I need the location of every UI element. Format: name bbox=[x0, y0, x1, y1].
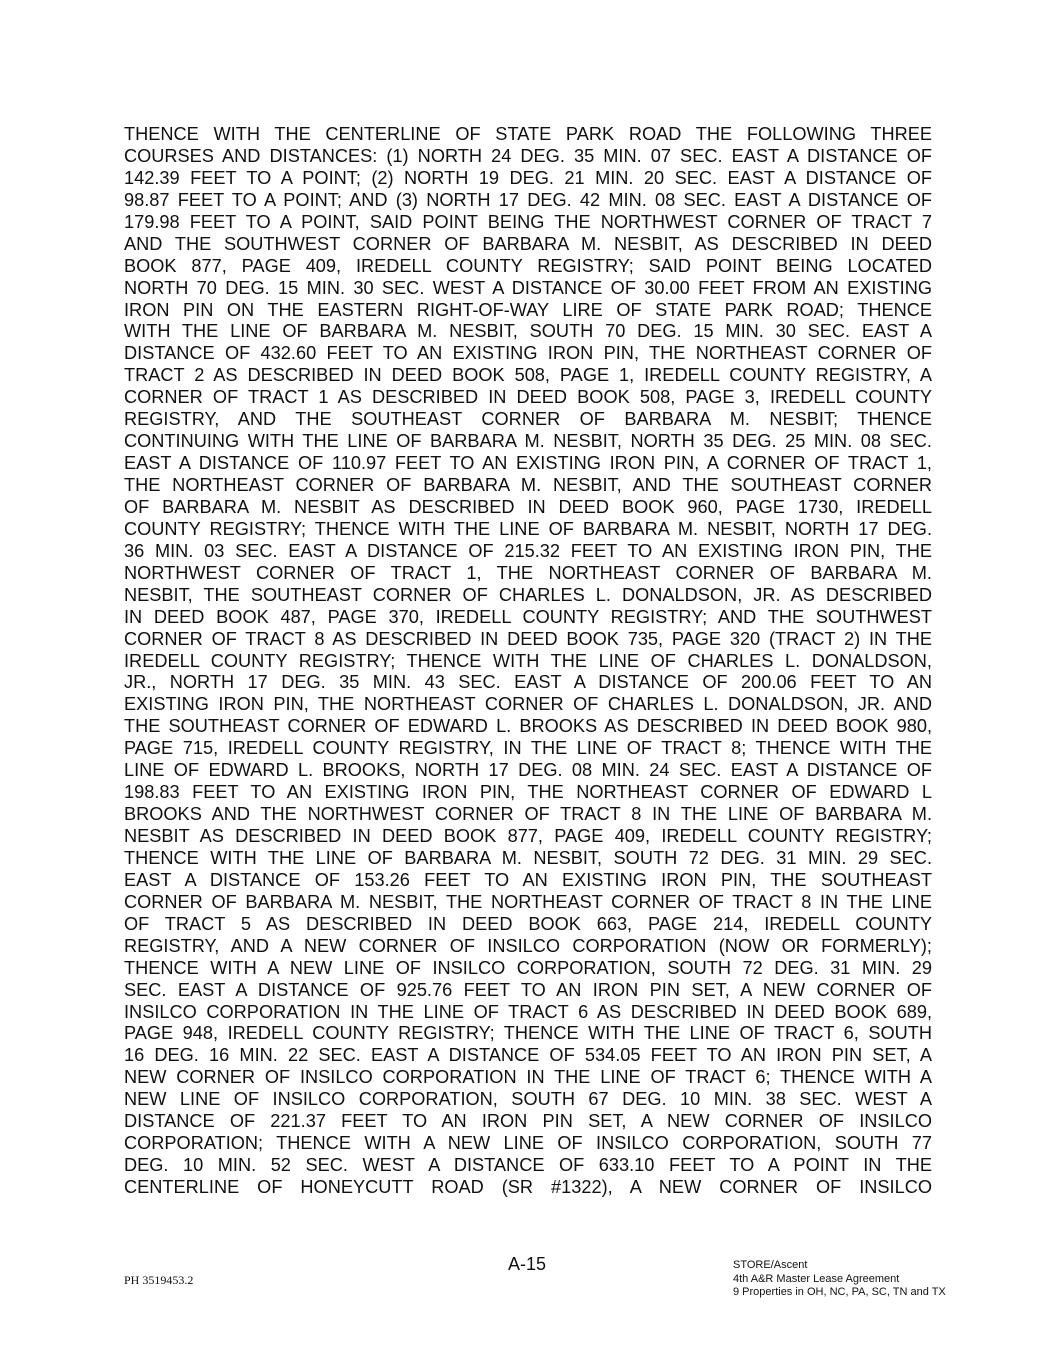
footer-line: 9 Properties in OH, NC, PA, SC, TN and TX bbox=[733, 1286, 946, 1298]
text-line: CONTINUING WITH THE LINE OF BARBARA M. NESBIT, NORTH 35 DEG. 25 MIN. 08 SEC. bbox=[124, 431, 932, 452]
legal-description-text bbox=[124, 124, 932, 1199]
text-line: EXISTING IRON PIN, THE NORTHEAST CORNER OF CHARLES L. DONALDSON, JR. AND bbox=[124, 694, 932, 715]
document-id: PH 3519453.2 bbox=[124, 1273, 194, 1287]
text-line: NESBIT, THE SOUTHEAST CORNER OF CHARLES L. DONALDSON, JR. AS DESCRIBED bbox=[124, 584, 932, 605]
text-line: INSILCO CORPORATION IN THE LINE OF TRACT 6 AS DESCRIBED IN DEED BOOK 689, bbox=[124, 1001, 932, 1022]
text-line: REGISTRY, AND THE SOUTHEAST CORNER OF BARBARA M. NESBIT; THENCE bbox=[124, 409, 932, 430]
text-line: 142.39 FEET TO A POINT; (2) NORTH 19 DEG. 21 MIN. 20 SEC. EAST A DISTANCE OF bbox=[124, 167, 932, 188]
text-line: IN DEED BOOK 487, PAGE 370, IREDELL COUNTY REGISTRY; AND THE SOUTHWEST bbox=[124, 606, 932, 627]
text-line: THENCE WITH A NEW LINE OF INSILCO CORPORATION, SOUTH 72 DEG. 31 MIN. 29 bbox=[124, 957, 932, 978]
text-line: JR., NORTH 17 DEG. 35 MIN. 43 SEC. EAST A DISTANCE OF 200.06 FEET TO AN bbox=[124, 672, 932, 693]
footer-line: STORE/Ascent bbox=[733, 1259, 808, 1271]
text-line: DISTANCE OF 221.37 FEET TO AN IRON PIN SET, A NEW CORNER OF INSILCO bbox=[124, 1111, 932, 1132]
text-line: EAST A DISTANCE OF 153.26 FEET TO AN EXISTING IRON PIN, THE SOUTHEAST bbox=[124, 869, 932, 890]
text-line: THENCE WITH THE LINE OF BARBARA M. NESBIT, SOUTH 72 DEG. 31 MIN. 29 SEC. bbox=[124, 847, 932, 868]
text-line: CORPORATION; THENCE WITH A NEW LINE OF INSILCO CORPORATION, SOUTH 77 bbox=[124, 1133, 932, 1154]
text-line: BROOKS AND THE NORTHWEST CORNER OF TRACT 8 IN THE LINE OF BARBARA M. bbox=[124, 804, 932, 825]
text-line: 16 DEG. 16 MIN. 22 SEC. EAST A DISTANCE OF 534.05 FEET TO AN IRON PIN SET, A bbox=[124, 1045, 932, 1066]
text-line: PAGE 948, IREDELL COUNTY REGISTRY; THENCE WITH THE LINE OF TRACT 6, SOUTH bbox=[124, 1023, 932, 1044]
text-line: NORTHWEST CORNER OF TRACT 1, THE NORTHEAST CORNER OF BARBARA M. bbox=[124, 562, 932, 583]
text-line: CORNER OF TRACT 8 AS DESCRIBED IN DEED BOOK 735, PAGE 320 (TRACT 2) IN THE bbox=[124, 628, 932, 649]
text-line: CENTERLINE OF HONEYCUTT ROAD (SR #1322), A NEW CORNER OF INSILCO bbox=[124, 1177, 932, 1197]
text-line: SEC. EAST A DISTANCE OF 925.76 FEET TO AN IRON PIN SET, A NEW CORNER OF bbox=[124, 979, 932, 1000]
text-line: NEW CORNER OF INSILCO CORPORATION IN THE LINE OF TRACT 6; THENCE WITH A bbox=[124, 1067, 932, 1088]
text-line: CORNER OF TRACT 1 AS DESCRIBED IN DEED BOOK 508, PAGE 3, IREDELL COUNTY bbox=[124, 387, 932, 408]
text-line: NORTH 70 DEG. 15 MIN. 30 SEC. WEST A DISTANCE OF 30.00 FEET FROM AN EXISTING bbox=[124, 277, 932, 298]
text-line: THENCE WITH THE CENTERLINE OF STATE PARK ROAD THE FOLLOWING THREE bbox=[124, 124, 932, 144]
text-line: PAGE 715, IREDELL COUNTY REGISTRY, IN THE LINE OF TRACT 8; THENCE WITH THE bbox=[124, 738, 932, 759]
text-line: NEW LINE OF INSILCO CORPORATION, SOUTH 67 DEG. 10 MIN. 38 SEC. WEST A bbox=[124, 1089, 932, 1110]
text-line: BOOK 877, PAGE 409, IREDELL COUNTY REGISTRY; SAID POINT BEING LOCATED bbox=[124, 255, 932, 276]
text-line: COURSES AND DISTANCES: (1) NORTH 24 DEG. 35 MIN. 07 SEC. EAST A DISTANCE OF bbox=[124, 145, 932, 166]
text-line: REGISTRY, AND A NEW CORNER OF INSILCO CORPORATION (NOW OR FORMERLY); bbox=[124, 935, 932, 956]
page-number: A-15 bbox=[508, 1254, 547, 1274]
text-line: IRON PIN ON THE EASTERN RIGHT-OF-WAY LIRE OF STATE PARK ROAD; THENCE bbox=[124, 299, 932, 320]
text-line: NESBIT AS DESCRIBED IN DEED BOOK 877, PAGE 409, IREDELL COUNTY REGISTRY; bbox=[124, 826, 932, 846]
text-line: OF TRACT 5 AS DESCRIBED IN DEED BOOK 663, PAGE 214, IREDELL COUNTY bbox=[124, 913, 932, 934]
text-line: WITH THE LINE OF BARBARA M. NESBIT, SOUTH 70 DEG. 15 MIN. 30 SEC. EAST A bbox=[124, 321, 932, 342]
text-line: 198.83 FEET TO AN EXISTING IRON PIN, THE NORTHEAST CORNER OF EDWARD L bbox=[124, 782, 932, 803]
text-line: EAST A DISTANCE OF 110.97 FEET TO AN EXISTING IRON PIN, A CORNER OF TRACT 1, bbox=[124, 453, 932, 474]
text-line: AND THE SOUTHWEST CORNER OF BARBARA M. NESBIT, AS DESCRIBED IN DEED bbox=[124, 233, 932, 254]
text-line: CORNER OF BARBARA M. NESBIT, THE NORTHEAST CORNER OF TRACT 8 IN THE LINE bbox=[124, 891, 932, 912]
text-line: 98.87 FEET TO A POINT; AND (3) NORTH 17 DEG. 42 MIN. 08 SEC. EAST A DISTANCE OF bbox=[124, 189, 932, 210]
text-line: DISTANCE OF 432.60 FEET TO AN EXISTING IRON PIN, THE NORTHEAST CORNER OF bbox=[124, 343, 932, 364]
footer-agreement-info bbox=[733, 1259, 946, 1300]
text-line: 179.98 FEET TO A POINT, SAID POINT BEING THE NORTHWEST CORNER OF TRACT 7 bbox=[124, 211, 932, 232]
footer-line: 4th A&R Master Lease Agreement bbox=[733, 1272, 900, 1285]
text-line: IREDELL COUNTY REGISTRY; THENCE WITH THE LINE OF CHARLES L. DONALDSON, bbox=[124, 650, 932, 671]
text-line: LINE OF EDWARD L. BROOKS, NORTH 17 DEG. 08 MIN. 24 SEC. EAST A DISTANCE OF bbox=[124, 760, 932, 781]
text-line: TRACT 2 AS DESCRIBED IN DEED BOOK 508, PAGE 1, IREDELL COUNTY REGISTRY, A bbox=[124, 365, 932, 386]
text-line: COUNTY REGISTRY; THENCE WITH THE LINE OF BARBARA M. NESBIT, NORTH 17 DEG. bbox=[124, 518, 932, 539]
text-line: DEG. 10 MIN. 52 SEC. WEST A DISTANCE OF 633.10 FEET TO A POINT IN THE bbox=[124, 1155, 932, 1176]
text-line: OF BARBARA M. NESBIT AS DESCRIBED IN DEED BOOK 960, PAGE 1730, IREDELL bbox=[124, 496, 932, 517]
text-line: THE SOUTHEAST CORNER OF EDWARD L. BROOKS AS DESCRIBED IN DEED BOOK 980, bbox=[124, 716, 932, 737]
text-line: 36 MIN. 03 SEC. EAST A DISTANCE OF 215.32 FEET TO AN EXISTING IRON PIN, THE bbox=[124, 540, 932, 561]
text-line: THE NORTHEAST CORNER OF BARBARA M. NESBIT, AND THE SOUTHEAST CORNER bbox=[124, 475, 932, 495]
